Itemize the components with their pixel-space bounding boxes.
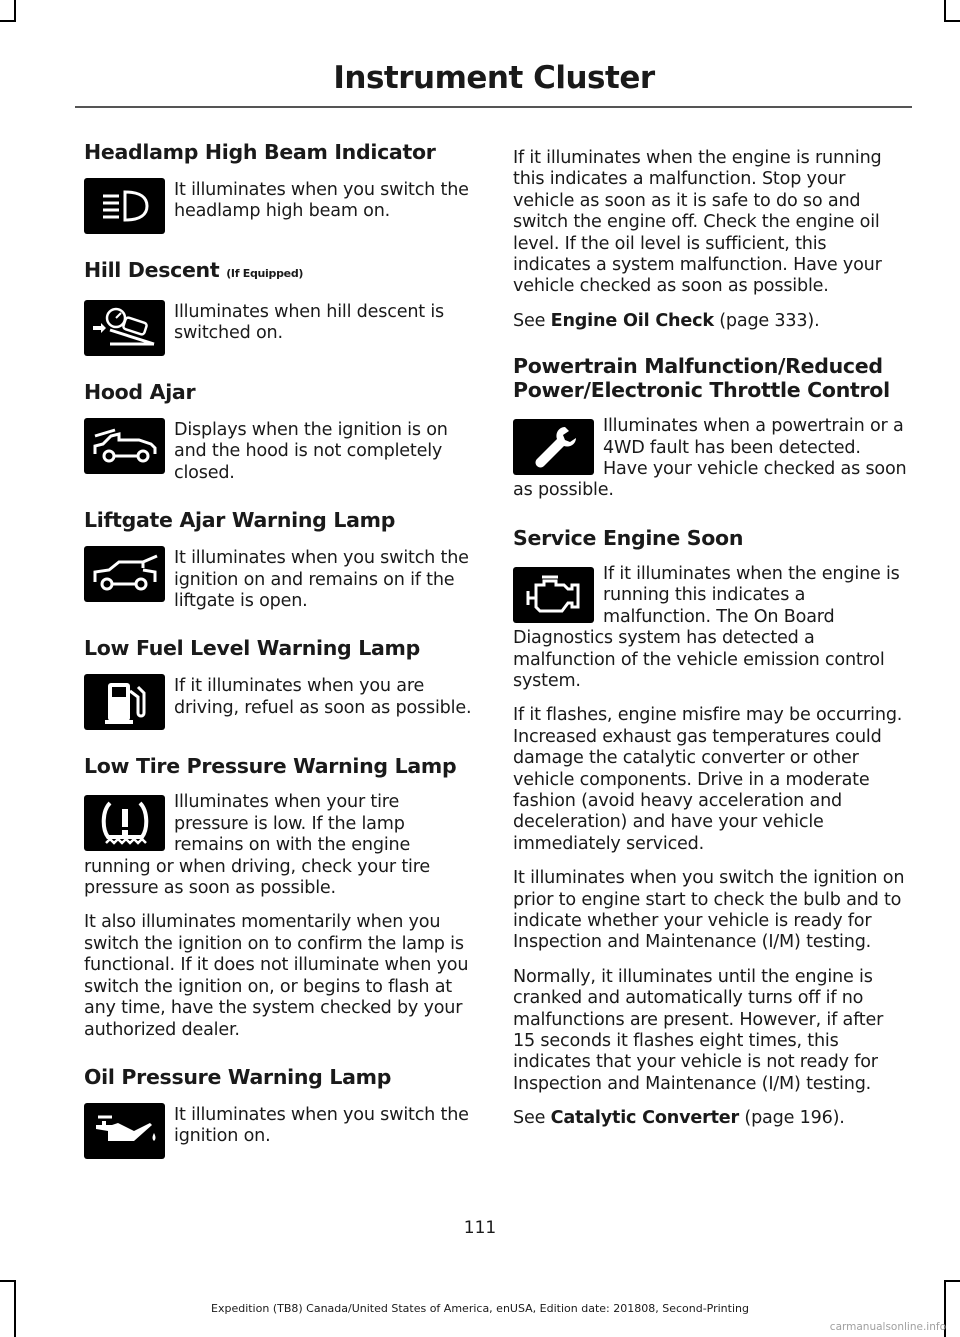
heading-high-beam: Headlamp High Beam Indicator <box>84 140 436 164</box>
hood-ajar-text: Displays when the ignition is on and the hood is not completely closed. <box>174 420 448 483</box>
oil-pressure-text: It illuminates when you switch the ignition on. <box>174 1104 469 1147</box>
section-high-beam <box>84 140 476 234</box>
hood-ajar-icon <box>84 418 165 474</box>
crop-mark <box>14 0 16 22</box>
low-fuel-text: If it illuminates when you are driving, refuel as soon as possible. <box>174 676 472 718</box>
heading-hood-ajar: Hood Ajar <box>84 380 196 404</box>
oil-see-reference <box>513 311 908 332</box>
liftgate-text: It illuminates when you switch the ignition on and remains on if the liftgate is open. <box>174 548 469 612</box>
heading-service-engine-soon: Service Engine Soon <box>513 525 744 550</box>
page-reference: (page 196). <box>744 1108 845 1129</box>
heading-hill-descent-text: Hill Descent <box>84 258 220 282</box>
if-equipped-qualifier: (If Equipped) <box>226 267 304 280</box>
high-beam-icon <box>84 178 165 234</box>
section-hill-descent <box>84 258 476 356</box>
see-prefix: See <box>513 310 546 331</box>
tire-pressure-text-2: It also illuminates momentarily when you switch the ignition on to confirm the lamp is functional. If it does not illuminate when you switch the ignition on, or begins to flash at any time, have the system checked by your authorized dealer. <box>84 912 469 1040</box>
tire-pressure-text: Illuminates when your tire pressure is low. If the lamp remains on with the engine running or when driving, check your tire pressure as soon as possible. <box>84 792 430 899</box>
section-hood-ajar <box>84 380 476 484</box>
page-reference: (page 333). <box>719 310 820 331</box>
section-service-engine-soon <box>513 526 908 1130</box>
crop-mark <box>944 0 946 22</box>
heading-low-fuel: Low Fuel Level Warning Lamp <box>84 636 420 661</box>
ses-text: If it illuminates when the engine is running this indicates a malfunction. The On Board Diagnostics system has detected a malfunction of the vehicle emission control system. <box>513 563 900 691</box>
crop-mark <box>944 1280 960 1282</box>
hill-descent-text: Illuminates when hill descent is switched on. <box>174 302 445 344</box>
page-title-container <box>0 60 960 96</box>
ses-paragraph-2: If it flashes, engine misfire may be occurring. Increased exhaust gas temperatures could damage the catalytic converter or other vehicle components. Drive in a moderate fashion (avoid heavy acceleration and deceleration) and have your vehicle immediately serviced. <box>513 705 903 854</box>
powertrain-text: Illuminates when a powertrain or a 4WD fault has been detected. Have your vehicle checked as soon as possible. <box>513 416 907 501</box>
page-number: 111 <box>463 1218 497 1238</box>
left-column <box>84 140 476 1177</box>
ses-paragraph-4: Normally, it illuminates until the engine is cranked and automatically turns off if no malfunctions are present. However, if after 15 seconds it flashes eight times, this indicates that your vehicle is not ready for Inspection and Maintenance (I/M) testing. <box>513 966 884 1094</box>
footer-edition-info: Expedition (TB8) Canada/United States of America, enUSA, Edition date: 201808, Second-Printing <box>211 1302 749 1315</box>
oil-pressure-continued: If it illuminates when the engine is running this indicates a malfunction. Stop your vehicle as soon as it is safe to do so and switch the engine off. Check the engine oil level. If the oil level is sufficient, this indicates a system malfunction. Have your vehicle checked as soon as possible. <box>513 148 882 297</box>
see-prefix: See <box>513 1108 546 1129</box>
heading-liftgate: Liftgate Ajar Warning Lamp <box>84 508 396 533</box>
tire-pressure-icon <box>84 795 165 851</box>
watermark: carmanualsonline.info <box>829 1321 946 1333</box>
ses-paragraph-3: It illuminates when you switch the ignition on prior to engine start to check the bulb and to indicate whether your vehicle is ready for Inspection and Maintenance (I/M) testing. <box>513 868 905 953</box>
section-tire-pressure <box>84 754 476 1040</box>
section-liftgate <box>84 508 476 612</box>
right-column <box>513 148 908 1143</box>
heading-oil-pressure: Oil Pressure Warning Lamp <box>84 1064 392 1089</box>
engine-oil-check-link[interactable]: Engine Oil Check <box>550 310 714 331</box>
catalytic-converter-link[interactable]: Catalytic Converter <box>550 1108 740 1129</box>
heading-hill-descent <box>84 258 476 286</box>
crop-mark <box>0 1280 16 1282</box>
heading-powertrain: Powertrain Malfunction/Reduced Power/Electronic Throttle Control <box>513 354 890 403</box>
crop-mark <box>944 20 960 22</box>
section-oil-pressure <box>84 1065 476 1159</box>
header-rule <box>75 106 912 108</box>
fuel-pump-icon <box>84 674 165 730</box>
liftgate-ajar-icon <box>84 546 165 602</box>
ses-see-reference <box>513 1108 908 1129</box>
check-engine-icon <box>513 567 594 623</box>
high-beam-text: It illuminates when you switch the headlamp high beam on. <box>174 180 469 222</box>
crop-mark <box>0 20 16 22</box>
page-title: Instrument Cluster <box>333 60 655 96</box>
section-powertrain <box>513 354 908 502</box>
section-low-fuel <box>84 636 476 730</box>
heading-tire-pressure: Low Tire Pressure Warning Lamp <box>84 754 457 779</box>
hill-descent-icon <box>84 300 165 356</box>
wrench-icon <box>513 419 594 475</box>
oil-can-icon <box>84 1103 165 1159</box>
